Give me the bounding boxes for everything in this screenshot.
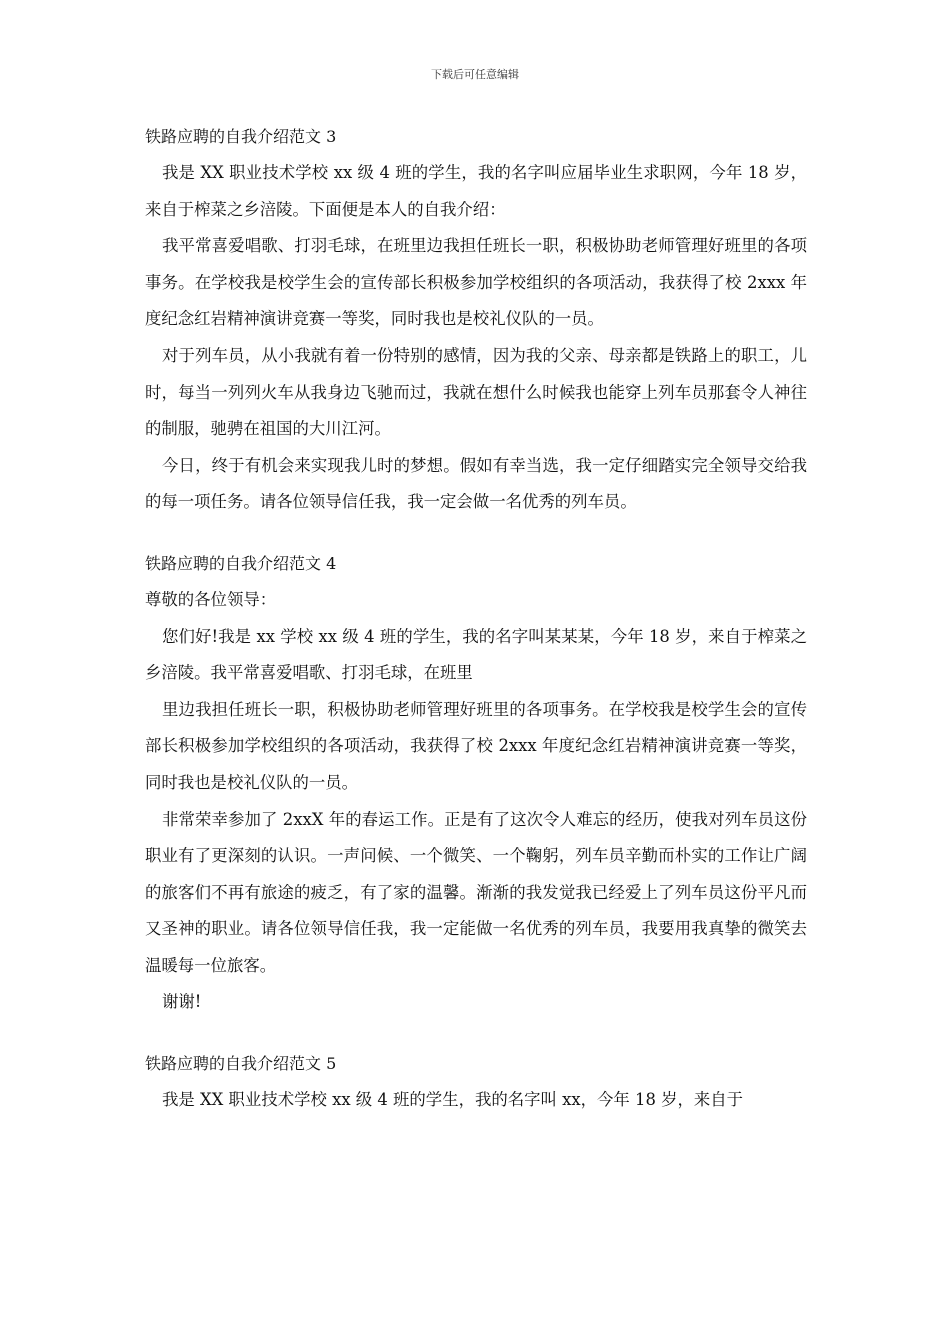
paragraph: 我是 XX 职业技术学校 xx 级 4 班的学生，我的名字叫应届毕业生求职网，今年 18 岁，来自于榨菜之乡涪陵。下面便是本人的自我介绍： bbox=[145, 163, 807, 219]
paragraph: 非常荣幸参加了 2xxX 年的春运工作。正是有了这次令人难忘的经历，使我对列车员这份职业有了更深刻的认识。一声问候、一个微笑、一个鞠躬，列车员辛勤而朴实的工作让广阔的旅客们不再有旅途的疲乏，有了家的温馨。渐渐的我发觉我已经爱上了列车员这份平凡而又圣神的职业。请各位领导信任我，我一定能做一名优秀的列车员，我要用我真挚的微笑去温暖每一位旅客。 bbox=[145, 809, 807, 975]
paragraph: 我是 XX 职业技术学校 xx 级 4 班的学生，我的名字叫 xx，今年 18 岁，来自于 bbox=[162, 1090, 744, 1110]
document-body bbox=[145, 118, 807, 1119]
section-sample-5 bbox=[145, 1045, 807, 1119]
section-sample-4 bbox=[145, 545, 807, 1021]
paragraph: 我平常喜爱唱歌、打羽毛球，在班里边我担任班长一职，积极协助老师管理好班里的各项事务。在学校我是校学生会的宣传部长积极参加学校组织的各项活动，我获得了校 2xxx 年度纪念红岩精神演讲竞赛一等奖，同时我也是校礼仪队的一员。 bbox=[145, 236, 807, 329]
paragraph: 谢谢! bbox=[162, 992, 202, 1012]
section-title: 铁路应聘的自我介绍范文 3 bbox=[145, 127, 337, 146]
paragraph: 今日，终于有机会来实现我儿时的梦想。假如有幸当选，我一定仔细踏实完全领导交给我的每一项任务。请各位领导信任我，我一定会做一名优秀的列车员。 bbox=[145, 455, 807, 512]
section-sample-3 bbox=[145, 118, 807, 521]
salutation: 尊敬的各位领导： bbox=[145, 589, 277, 609]
paragraph: 对于列车员，从小我就有着一份特别的感情，因为我的父亲、母亲都是铁路上的职工，儿时，每当一列列火车从我身边飞驰而过，我就在想什么时候我也能穿上列车员那套令人神往的制服，驰骋在祖国的大川江河。 bbox=[145, 345, 807, 439]
paragraph: 里边我担任班长一职，积极协助老师管理好班里的各项事务。在学校我是校学生会的宣传部长积极参加学校组织的各项活动，我获得了校 2xxx 年度纪念红岩精神演讲竞赛一等奖，同时我也是校礼仪队的一员。 bbox=[145, 699, 807, 792]
section-title: 铁路应聘的自我介绍范文 5 bbox=[145, 1054, 337, 1074]
paragraph: 您们好!我是 xx 学校 xx 级 4 班的学生，我的名字叫某某某，今年 18 岁，来自于榨菜之乡涪陵。我平常喜爱唱歌、打羽毛球，在班里 bbox=[145, 626, 807, 683]
section-title: 铁路应聘的自我介绍范文 4 bbox=[145, 553, 337, 573]
page-header-note: 下载后可任意编辑 bbox=[431, 68, 519, 81]
